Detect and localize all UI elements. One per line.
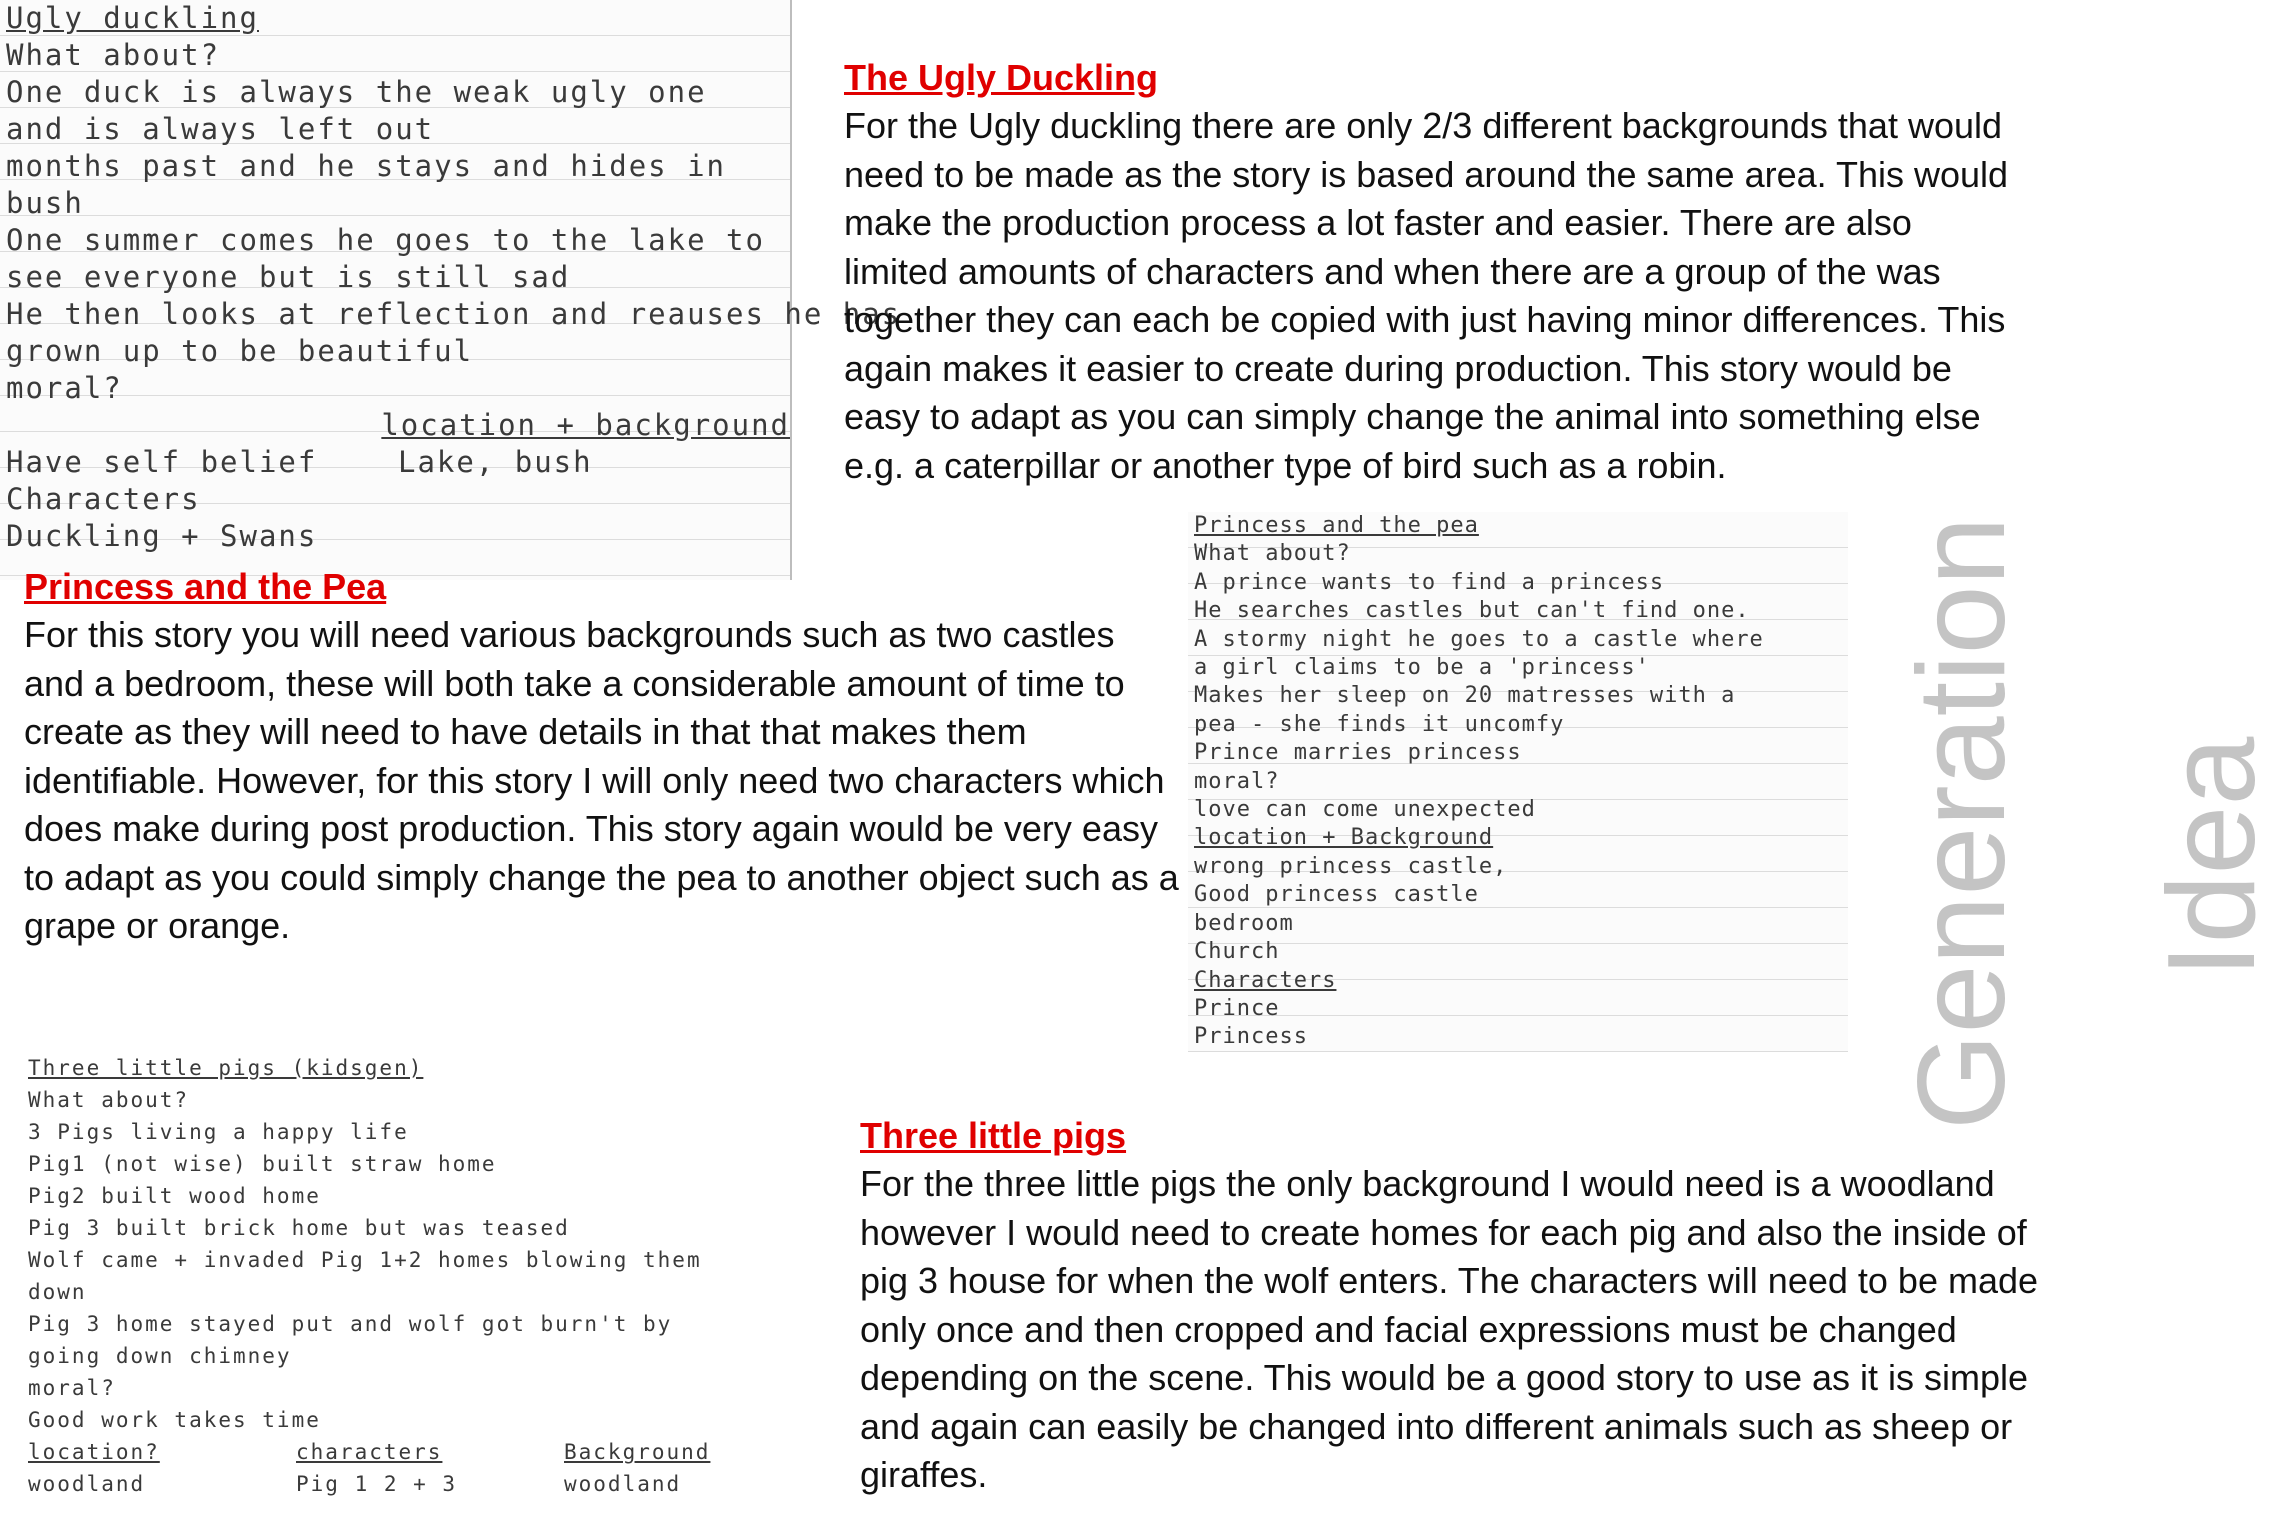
note-line: Good princess castle: [1194, 882, 1479, 908]
note-line: One summer comes he goes to the lake to: [6, 223, 765, 257]
section-body: For the Ugly duckling there are only 2/3 different backgrounds that would need to be made as the story is based around the same area. This would make the production process a lot faster and easier. There are also limited amounts of characters and when there are a group of the was together they can each be copied with just having minor differences. This again makes it easier to create during production. This story would be easy to adapt as you can simply change the animal into something else e.g. a caterpillar or another type of bird such as a robin.: [844, 105, 2009, 486]
note-line: grown up to be beautiful: [6, 334, 474, 368]
note-cell: Pig 1 2 + 3: [296, 1472, 458, 1496]
note-cell: woodland: [564, 1472, 682, 1496]
note-header-row: [22, 1436, 832, 1468]
note-line: Makes her sleep on 20 matresses with a: [1194, 683, 1736, 709]
note-line: Church: [1194, 939, 1280, 965]
note-line: A prince wants to find a princess: [1194, 569, 1665, 595]
note-line: Characters: [6, 482, 201, 516]
note-line: a girl claims to be a 'princess': [1194, 655, 1650, 681]
note-line: and is always left out: [6, 112, 435, 146]
note-line: moral?: [28, 1376, 116, 1400]
section-title: The Ugly Duckling: [844, 57, 1159, 98]
note-line: A stormy night he goes to a castle where: [1194, 626, 1764, 652]
note-line: Pig2 built wood home: [28, 1184, 321, 1208]
note-line: moral?: [6, 371, 123, 405]
note-line: bush: [6, 186, 84, 220]
note-line: bedroom: [1194, 910, 1294, 936]
note-line: Three little pigs (kidsgen): [28, 1056, 424, 1080]
idea-generation-vertical-title: [1893, 516, 2281, 1130]
note-value-row: [22, 1468, 832, 1500]
note-pair-row: [0, 407, 790, 444]
title-word-generation: Generation: [1893, 516, 2031, 1130]
section-title: Princess and the Pea: [24, 566, 387, 607]
note-line: Ugly duckling: [6, 1, 259, 35]
note-cell: location?: [28, 1440, 160, 1464]
note-line: see everyone but is still sad: [6, 260, 571, 294]
note-line: pea - she finds it uncomfy: [1194, 711, 1565, 737]
note-cell: Have self belief: [6, 445, 318, 479]
note-cell: location + background: [381, 408, 790, 442]
note-line: What about?: [1194, 541, 1351, 567]
note-line: going down chimney: [28, 1344, 292, 1368]
note-line: What about?: [28, 1088, 190, 1112]
three-little-pigs-section: [860, 1112, 2040, 1500]
note-line: One duck is always the weak ugly one: [6, 75, 707, 109]
ugly-duckling-notes-image: [0, 0, 902, 580]
note-line: down: [28, 1280, 87, 1304]
note-line: 3 Pigs living a happy life: [28, 1120, 409, 1144]
section-body: For this story you will need various backgrounds such as two castles and a bedroom, these will both take a considerable amount of time to create as they will need to have details in that that makes them identifiable. However, for this story I will only need two characters which does make during post production. This story again would be very easy to adapt as you could simply change the pea to another object such as a grape or orange.: [24, 614, 1179, 946]
ugly-duckling-section: [844, 54, 2024, 490]
note-line: Characters: [1194, 967, 1337, 993]
note-line: He then looks at reflection and reauses he has: [6, 297, 902, 331]
note-line: Pig1 (not wise) built straw home: [28, 1152, 497, 1176]
note-line: Princess and the pea: [1194, 513, 1479, 538]
note-cell: woodland: [28, 1472, 146, 1496]
note-line: wrong princess castle,: [1194, 853, 1508, 879]
note-line: Pig 3 home stayed put and wolf got burn't by: [28, 1312, 673, 1336]
princess-notes-image: [1188, 512, 1848, 1052]
note-pair-row: [0, 444, 790, 481]
note-cell: Lake, bush: [398, 445, 593, 479]
note-line: months past and he stays and hides in: [6, 149, 727, 183]
note-cell: Background: [564, 1440, 711, 1464]
note-line: He searches castles but can't find one.: [1194, 598, 1750, 624]
note-line: love can come unexpected: [1194, 797, 1536, 823]
note-line: location + Background: [1194, 825, 1494, 851]
three-little-pigs-notes-image: [22, 1052, 832, 1512]
note-cell: characters: [296, 1440, 443, 1464]
princess-and-the-pea-section: [24, 563, 1184, 951]
note-cell: [6, 407, 381, 444]
note-line: moral?: [1194, 768, 1280, 794]
note-line: Duckling + Swans: [6, 519, 318, 553]
note-line: Pig 3 built brick home but was teased: [28, 1216, 570, 1240]
note-line: Princess: [1194, 1024, 1308, 1050]
note-line: What about?: [6, 38, 221, 72]
section-title: Three little pigs: [860, 1115, 1127, 1156]
title-word-idea: Idea: [2143, 736, 2281, 978]
note-line: Prince: [1194, 995, 1280, 1021]
note-line: Good work takes time: [28, 1408, 321, 1432]
section-body: For the three little pigs the only background I would need is a woodland however I would need to create homes for each pig and also the inside of pig 3 house for when the wolf enters. The characters will need to be made only once and then cropped and facial expressions must be changed depending on the scene. This would be a good story to use as it is simple and again can easily be changed into different animals such as sheep or giraffes.: [860, 1163, 2039, 1495]
note-line: Prince marries princess: [1194, 740, 1522, 766]
note-line: Wolf came + invaded Pig 1+2 homes blowing them: [28, 1248, 702, 1272]
